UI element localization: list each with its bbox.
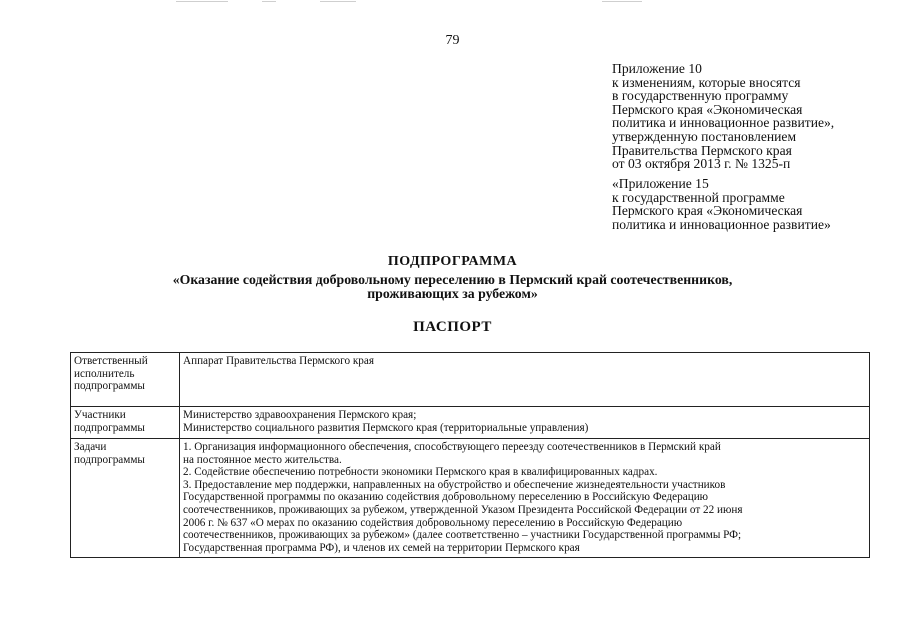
appendix-line: от 03 октября 2013 г. № 1325-п <box>612 156 791 172</box>
appendix-line: политика и инновационное развитие», <box>612 115 835 131</box>
table-row <box>71 353 870 407</box>
value-line: Министерство здравоохранения Пермского края; <box>183 409 417 421</box>
passport-heading: ПАСПОРТ <box>413 319 492 335</box>
scan-edge-line-mid <box>262 1 276 2</box>
passport-table <box>70 352 870 558</box>
value-line: соотечественников, проживающих за рубежом, утвержденной Указом Президента Российской Федерации от 22 июня <box>183 503 743 516</box>
label-line: Ответственный <box>74 355 148 367</box>
label-line: Участники <box>74 409 126 421</box>
value-line: Государственной программы по оказанию содействия добровольному переселению в Российскую Федерацию <box>183 491 709 504</box>
page-number: 79 <box>445 33 460 48</box>
value-line: 2006 г. № 637 «О мерах по оказанию содействия добровольному переселению в Российскую Федерацию <box>183 516 683 529</box>
value-line: 2. Содействие обеспечению потребности экономики Пермского края в квалифицированных кадрах. <box>183 466 658 479</box>
label-line: подпрограммы <box>74 453 145 466</box>
subprogram-title <box>0 273 905 301</box>
subprogram-heading: ПОДПРОГРАММА <box>387 254 518 269</box>
scan-edge-line-right <box>320 1 356 2</box>
appendix-line: утвержденную постановлением <box>612 128 797 144</box>
value-line: на постоянное место жительства. <box>183 453 342 466</box>
row-label-responsible <box>71 353 180 407</box>
value-line: соотечественников, проживающих за рубежом» (далее соответственно – участники Государственной программы РФ; <box>183 529 742 542</box>
appendix-line: Пермского края «Экономическая <box>612 203 803 219</box>
appendix-block-program <box>612 177 902 231</box>
row-label-tasks <box>71 439 180 558</box>
subprogram-title-line: «Оказание содействия добровольному переселению в Пермский край соотечественников, <box>172 272 733 287</box>
value-line: Министерство социального развития Пермского края (территориальные управления) <box>183 421 589 434</box>
scan-edge-line-far-right <box>602 1 642 2</box>
appendix-line: Приложение 10 <box>612 61 702 76</box>
table-row <box>71 407 870 439</box>
scan-edge-line-left <box>176 1 228 2</box>
row-value-tasks <box>180 439 870 558</box>
subprogram-title-line: проживающих за рубежом» <box>367 286 538 301</box>
label-line: подпрограммы <box>74 421 145 434</box>
value-line: 1. Организация информационного обеспечения, способствующего переезду соотечественников в Пермский край <box>183 441 721 453</box>
value-line: Аппарат Правительства Пермского края <box>183 355 374 367</box>
appendix-line: политика и инновационное развитие» <box>612 216 831 232</box>
row-value-participants <box>180 407 870 439</box>
row-value-responsible <box>180 353 870 407</box>
appendix-line: Правительства Пермского края <box>612 142 792 158</box>
label-line: исполнитель <box>74 367 135 380</box>
appendix-line: в государственную программу <box>612 88 789 104</box>
appendix-line: Пермского края «Экономическая <box>612 101 803 117</box>
table-row <box>71 439 870 558</box>
label-line: подпрограммы <box>74 380 145 393</box>
row-label-participants <box>71 407 180 439</box>
appendix-line: «Приложение 15 <box>612 176 709 191</box>
appendix-line: к изменениям, которые вносятся <box>612 74 801 90</box>
appendix-block-amendment <box>612 62 902 171</box>
value-line: Государственная программа РФ), и членов их семей на территории Пермского края <box>183 541 580 554</box>
appendix-line: к государственной программе <box>612 189 785 205</box>
value-line: 3. Предоставление мер поддержки, направленных на обустройство и обеспечение жизнедеятельности участников <box>183 478 726 491</box>
label-line: Задачи <box>74 441 107 453</box>
